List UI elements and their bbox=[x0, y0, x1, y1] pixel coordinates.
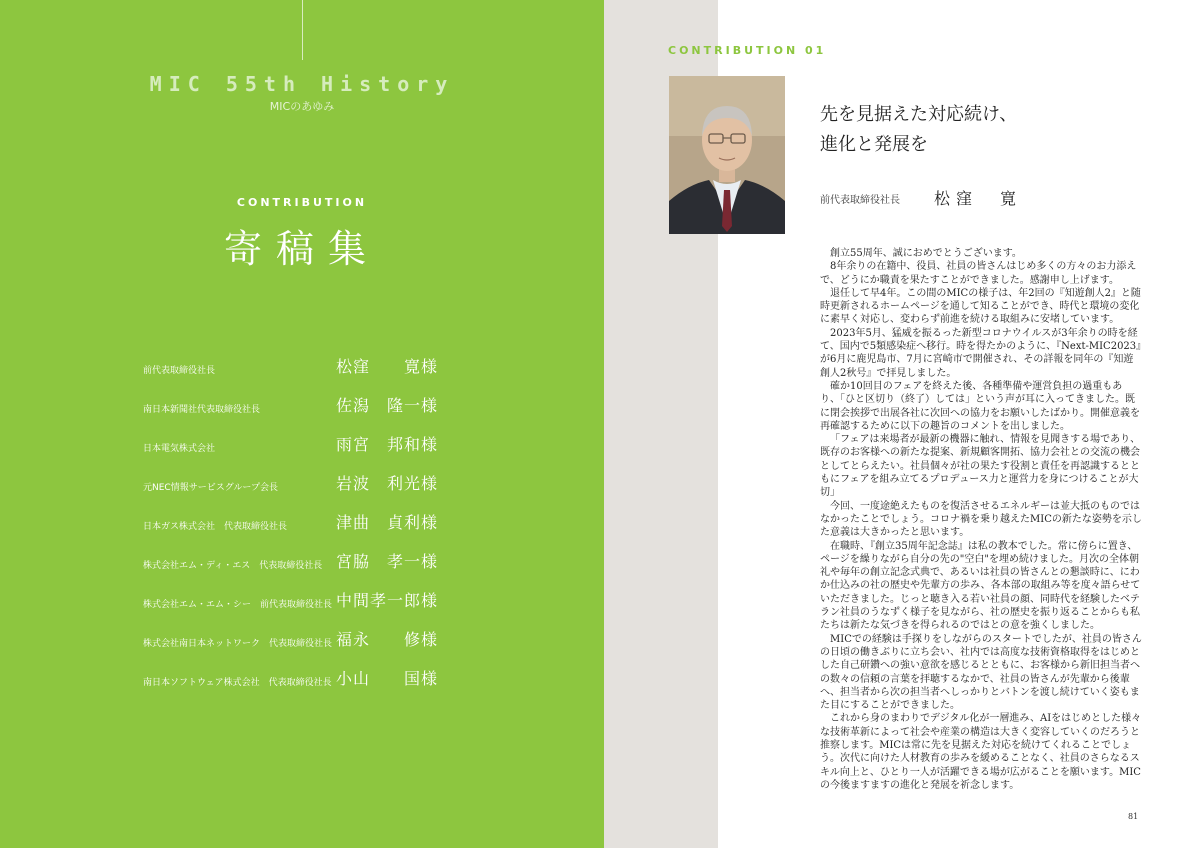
contributor-row bbox=[0, 354, 604, 384]
contributor-name: 雨宮 邦和 bbox=[336, 435, 422, 454]
contributor-name: 松窪 寛 bbox=[336, 357, 422, 376]
contributor-row bbox=[0, 666, 604, 696]
honorific: 様 bbox=[421, 474, 438, 493]
contributor-name: 中間孝一郎 bbox=[336, 591, 422, 610]
contributor-row bbox=[0, 549, 604, 579]
section-label: CONTRIBUTION 01 bbox=[668, 44, 827, 57]
body-paragraph: 2023年5月、猛威を振るった新型コロナウイルスが3年余りの時を経て、国内で5類感染症へ移行。時を得たかのように、『Next-MIC2023』が6月に鹿児島市、7月に宮崎市で開催され、その詳報を同年の『知遊創人2秋号』で拝見しました。 bbox=[820, 327, 1142, 379]
contributor-org: 株式会社エム・ディ・エス 代表取締役社長 bbox=[143, 561, 323, 571]
honorific: 様 bbox=[421, 513, 438, 532]
contributor-org: 日本ガス株式会社 代表取締役社長 bbox=[143, 522, 288, 532]
honorific: 様 bbox=[421, 396, 438, 415]
article-headline bbox=[820, 100, 1017, 160]
contributor-row bbox=[0, 588, 604, 618]
contributor-name: 津曲 貞利 bbox=[336, 513, 422, 532]
contributor-name: 福永 修 bbox=[336, 630, 422, 649]
honorific: 様 bbox=[421, 552, 438, 571]
contributor-org: 株式会社エム・エム・シー 前代表取締役社長 bbox=[143, 600, 333, 610]
portrait-image bbox=[669, 76, 785, 234]
author-portrait-photo bbox=[669, 76, 785, 234]
contributor-org: 前代表取締役社長 bbox=[143, 366, 216, 376]
honorific: 様 bbox=[421, 435, 438, 454]
honorific: 様 bbox=[421, 630, 438, 649]
contributor-org: 日本電気株式会社 bbox=[143, 444, 216, 454]
honorific: 様 bbox=[421, 357, 438, 376]
body-paragraph: 退任して早4年。この間のMICの様子は、年2回の『知遊創人2』と随時更新されるホームページを通して知ることができ、時代と環境の変化に素早く対応し、変わらず前進を続ける取組みに安堵しています。 bbox=[820, 287, 1141, 326]
body-paragraph: 創立55周年、誠におめでとうございます。 bbox=[830, 248, 1022, 259]
headline-line-2: 進化と発展を bbox=[820, 134, 928, 155]
headline-line-1: 先を見据えた対応続け、 bbox=[820, 104, 1018, 125]
contribution-label: CONTRIBUTION bbox=[236, 196, 368, 209]
history-subtitle: MICのあゆみ bbox=[269, 100, 335, 113]
contributor-name: 小山 国 bbox=[336, 669, 422, 688]
body-paragraph: 在職時、『創立35周年記念誌』は私の教本でした。常に傍らに置き、ページを繰りながら自分の先の"空白"を埋め続けました。月次の全体朝礼や毎年の創立記念式典で、あるいは社員の皆さんとの懇談時に、にわか仕込みの社の歴史や先輩方の歩み、各本部の取組み等を度々語らせていただきました。じっと聴き入る若い社員の顔、同時代を経験したベテラン社員のうなずく様子を見ながら、社の歴史を振り返ることからも私たちは新たな気づきを得られるのではとの意を強くしました。 bbox=[820, 540, 1141, 632]
author-role: 前代表取締役社長 bbox=[820, 195, 900, 206]
body-paragraph: MICでの経験は手探りをしながらのスタートでしたが、社員の皆さんの日頃の働きぶりに立ち会い、社内では高度な技術資格取得をはじめとした自己研鑽への強い意欲を感じるとともに、お客様から新旧担当者への数々の信頼の言葉を拝聴するなかで、社員の皆さんが先輩から後輩へ、担当者から次の担当者へしっかりとバトンを渡し続けていく姿もまた目にすることができました。 bbox=[820, 633, 1142, 712]
honorific: 様 bbox=[421, 591, 438, 610]
contributor-row bbox=[0, 627, 604, 657]
author-name: 松窪 寛 bbox=[934, 189, 1023, 208]
body-paragraph: これから身のまわりでデジタル化が一層進み、AIをはじめとした様々な技術革新によって社会や産業の構造は大きく変容していくのだろうと推察します。MICは常に先を見据えた対応を続けてくれることでしょう。次代に向けた人材教育の歩みを緩めることなく、社員のさらなるスキル向上と、ひとり一人が活躍できる場が広がることを願います。MICの今後ますますの進化と発展を祈念します。 bbox=[820, 713, 1142, 791]
contributor-org: 南日本新聞社代表取締役社長 bbox=[143, 405, 261, 415]
top-divider-line bbox=[302, 0, 303, 60]
body-paragraph: 8年余りの在籍中、役員、社員の皆さんはじめ多くの方々のお力添えで、どうにか職責を果たすことができました。感謝申し上げます。 bbox=[820, 261, 1137, 286]
body-paragraph: 確か10回目のフェアを終えた後、各種準備や運営負担の過重もあり、「ひと区切り（終了）しては」という声が耳に入ってきました。既に閉会挨拶で出展各社に次回への協力をお願いしたばかり。開催意義を再確認するために以下の趣旨のコメントを出しました。 bbox=[820, 380, 1140, 432]
article-body bbox=[820, 247, 1142, 792]
honorific: 様 bbox=[421, 669, 438, 688]
contributor-row bbox=[0, 393, 604, 423]
body-paragraph: 今回、一度途絶えたものを復活させるエネルギーは並大抵のものではなかったことでしょう。コロナ禍を乗り越えたMICの新たな姿勢を示した意義は大きかったと思います。 bbox=[820, 500, 1142, 539]
contributor-org: 株式会社南日本ネットワーク 代表取締役社長 bbox=[143, 639, 333, 649]
contributor-row bbox=[0, 432, 604, 462]
contributor-org: 南日本ソフトウェア株式会社 代表取締役社長 bbox=[143, 678, 332, 688]
contributor-name: 宮脇 孝一 bbox=[336, 552, 422, 571]
page-number: 81 bbox=[1128, 812, 1139, 821]
contributor-row bbox=[0, 510, 604, 540]
history-title: MIC 55th History bbox=[149, 72, 455, 96]
contribution-title: 寄稿集 bbox=[223, 227, 380, 271]
contributor-org: 元NEC情報サービスグループ会長 bbox=[143, 483, 278, 493]
contributor-name: 岩波 利光 bbox=[336, 474, 422, 493]
contributor-row bbox=[0, 471, 604, 501]
body-paragraph: 「フェアは来場者が最新の機器に触れ、情報を見聞きする場であり、既存のお客様への新たな提案、新規顧客開拓、協力会社との交流の機会としてとらえたい。社員個々が社の果たす役割と責任を再認識するとともにフェアを組み立てるプロデュース力と運営力を身につけることが大切」 bbox=[820, 434, 1141, 499]
contributor-name: 佐潟 隆一 bbox=[336, 396, 422, 415]
